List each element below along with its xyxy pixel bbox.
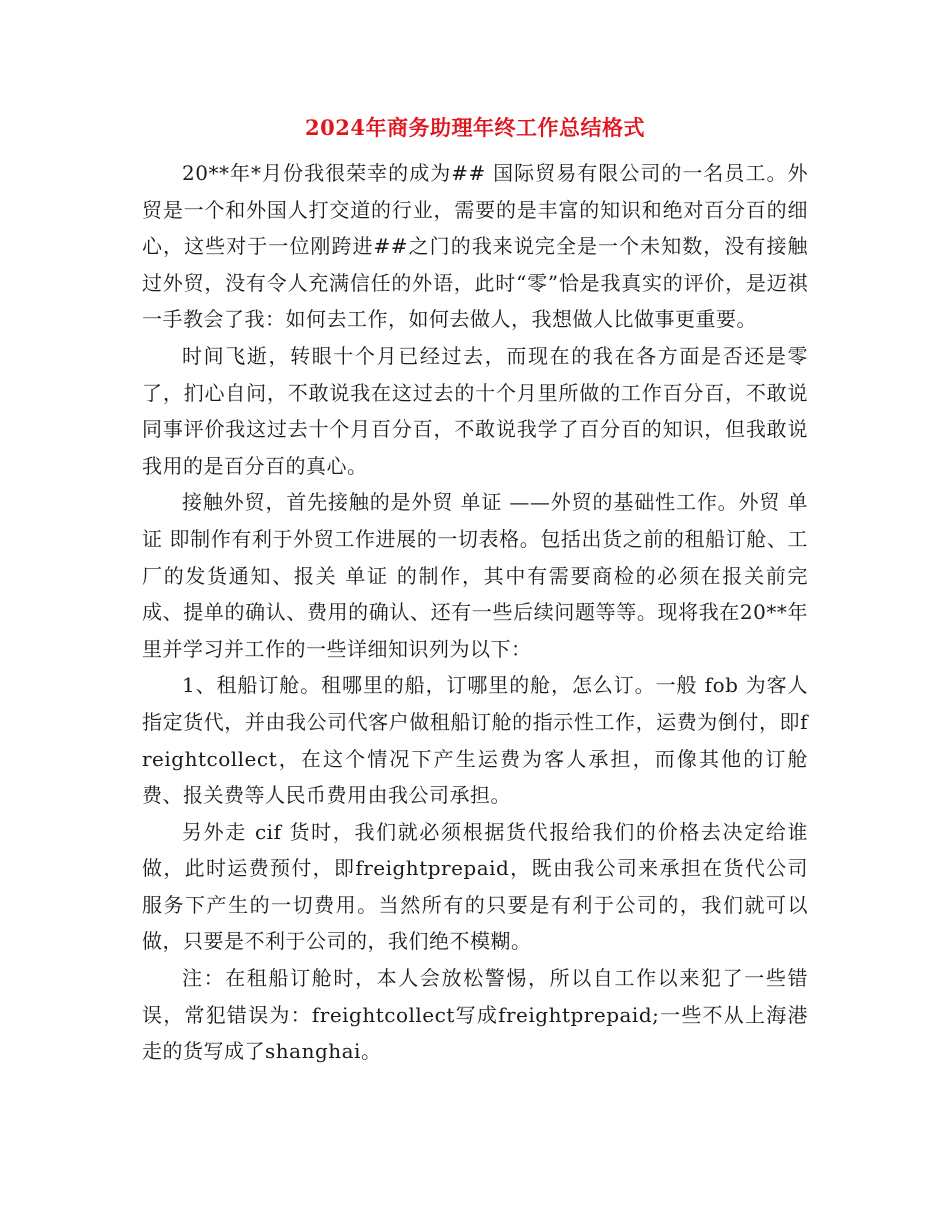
document-title: 2024年商务助理年终工作总结格式 bbox=[305, 115, 645, 140]
paragraph-reflection: 时间飞逝，转眼十个月已经过去，而现在的我在各方面是否还是零了，扪心自问，不敢说我在这过去的十个月里所做的工作百分百，不敢说同事评价我这过去十个月百分百，不敢说我学了百分百的知识，但我敢说我用的是百分百的真心。 bbox=[142, 343, 808, 478]
paragraph-documents: 接触外贸，首先接触的是外贸 单证 ——外贸的基础性工作。外贸 单证 即制作有利于外贸工作进展的一切表格。包括出货之前的租船订舱、工厂的发货通知、报关 单证 的制作，其中有需要商检的必须在报关前完成、提单的确认、费用的确认、还有一些后续问题等等。现将我在20**年里并学习并工作的一些详细知识列为以下： bbox=[142, 490, 808, 661]
paragraph-cif: 另外走 cif 货时，我们就必须根据货代报给我们的价格去决定给谁做，此时运费预付，即freightprepaid，既由我公司来承担在货代公司服务下产生的一切费用。当然所有的只要是有利于公司的，我们就可以做，只要是不利于公司的，我们绝不模糊。 bbox=[142, 819, 808, 954]
document-body bbox=[142, 155, 808, 1070]
paragraph-item-1: 1、租船订舱。租哪里的船，订哪里的舱，怎么订。一般 fob 为客人指定货代，并由我公司代客户做租船订舱的指示性工作，运费为倒付，即freightcollect，在这个情况下产生运费为客人承担，而像其他的订舱费、报关费等人民币费用由我公司承担。 bbox=[142, 673, 808, 808]
paragraph-intro: 20**年*月份我很荣幸的成为## 国际贸易有限公司的一名员工。外贸是一个和外国人打交道的行业，需要的是丰富的知识和绝对百分百的细心，这些对于一位刚跨进##之门的我来说完全是一个未知数，没有接触过外贸，没有令人充满信任的外语，此时“零”恰是我真实的评价，是迈祺一手教会了我：如何去工作，如何去做人，我想做人比做事更重要。 bbox=[142, 161, 808, 332]
paragraph-note: 注：在租船订舱时，本人会放松警惕，所以自工作以来犯了一些错误，常犯错误为：freightcollect写成freightprepaid;一些不从上海港走的货写成了shanghai。 bbox=[142, 966, 808, 1064]
